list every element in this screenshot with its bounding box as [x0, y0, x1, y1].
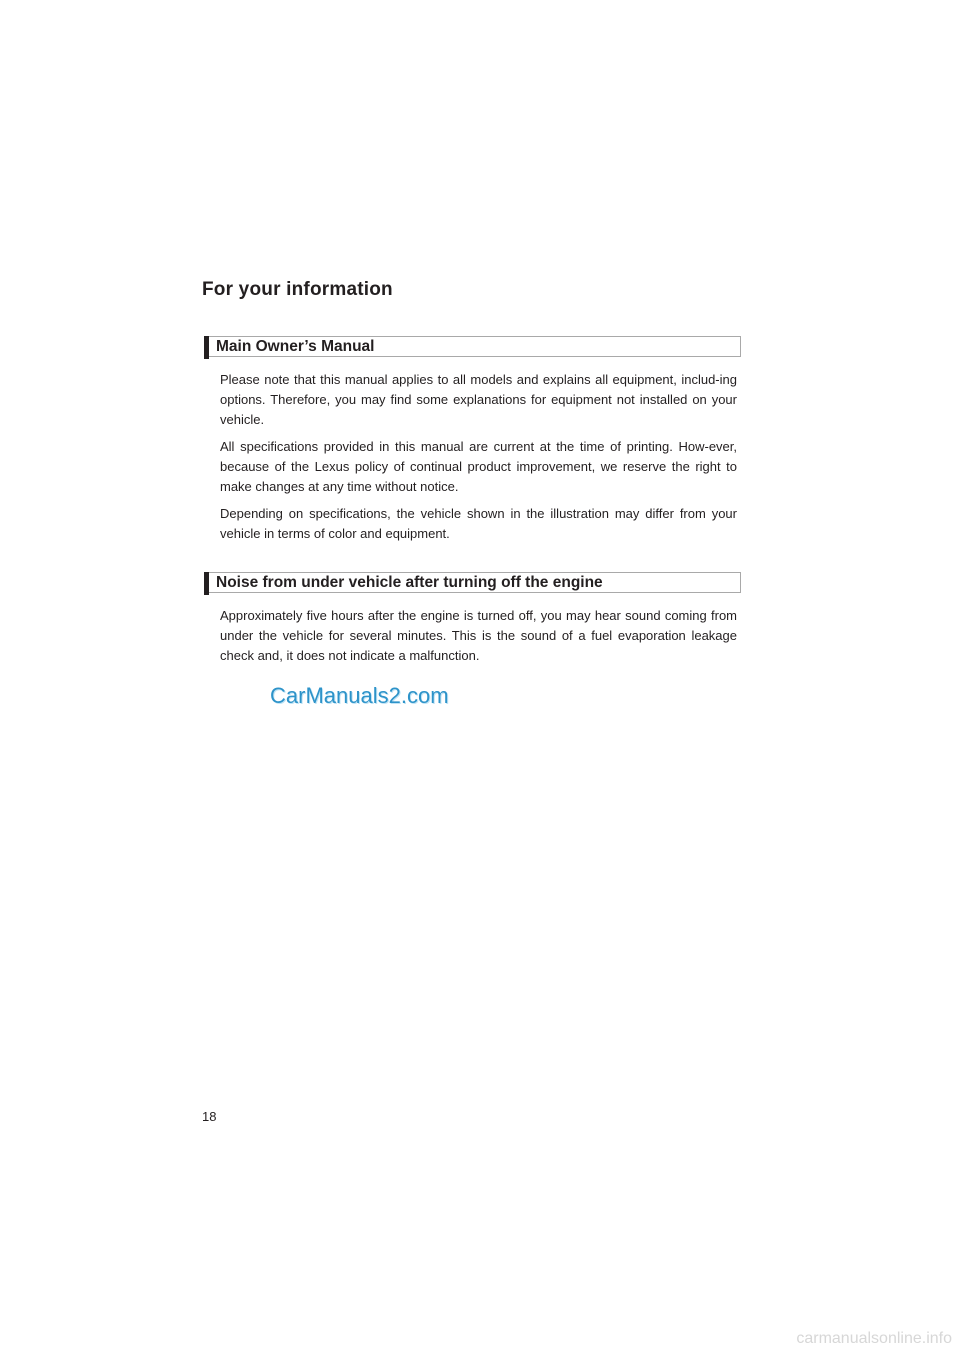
section-body	[220, 370, 737, 544]
page-number: 18	[202, 1109, 217, 1124]
section-title: Noise from under vehicle after turning off the engine	[216, 574, 603, 591]
section-marker-bar	[204, 572, 209, 595]
section-marker-bar	[204, 336, 209, 359]
paragraph: All specifications provided in this manual are current at the time of printing. How-ever, because of the Lexus policy of continual product improvement, we reserve the right to make changes at any time without notice.	[220, 439, 737, 494]
section-header	[204, 572, 741, 593]
section-title: Main Owner’s Manual	[216, 338, 375, 355]
section-body	[220, 606, 737, 666]
section-header	[204, 336, 741, 357]
paragraph: Depending on specifications, the vehicle shown in the illustration may differ from your vehicle in terms of color and equipment.	[220, 506, 737, 541]
section-main-owners-manual	[204, 336, 741, 551]
paragraph: Please note that this manual applies to all models and explains all equipment, includ-ing options. Therefore, you may find some explanations for equipment not installed on your vehicle.	[220, 372, 737, 427]
watermark-link[interactable]: CarManuals2.com	[270, 683, 449, 708]
page-title: For your information	[202, 279, 393, 300]
paragraph: Approximately five hours after the engine is turned off, you may hear sound coming from under the vehicle for several minutes. This is the sound of a fuel evaporation leakage check and, it does not indicate a malfunction.	[220, 608, 737, 663]
footer-watermark-link[interactable]: carmanualsonline.info	[796, 1330, 952, 1347]
section-noise-after-engine-off	[204, 572, 741, 673]
